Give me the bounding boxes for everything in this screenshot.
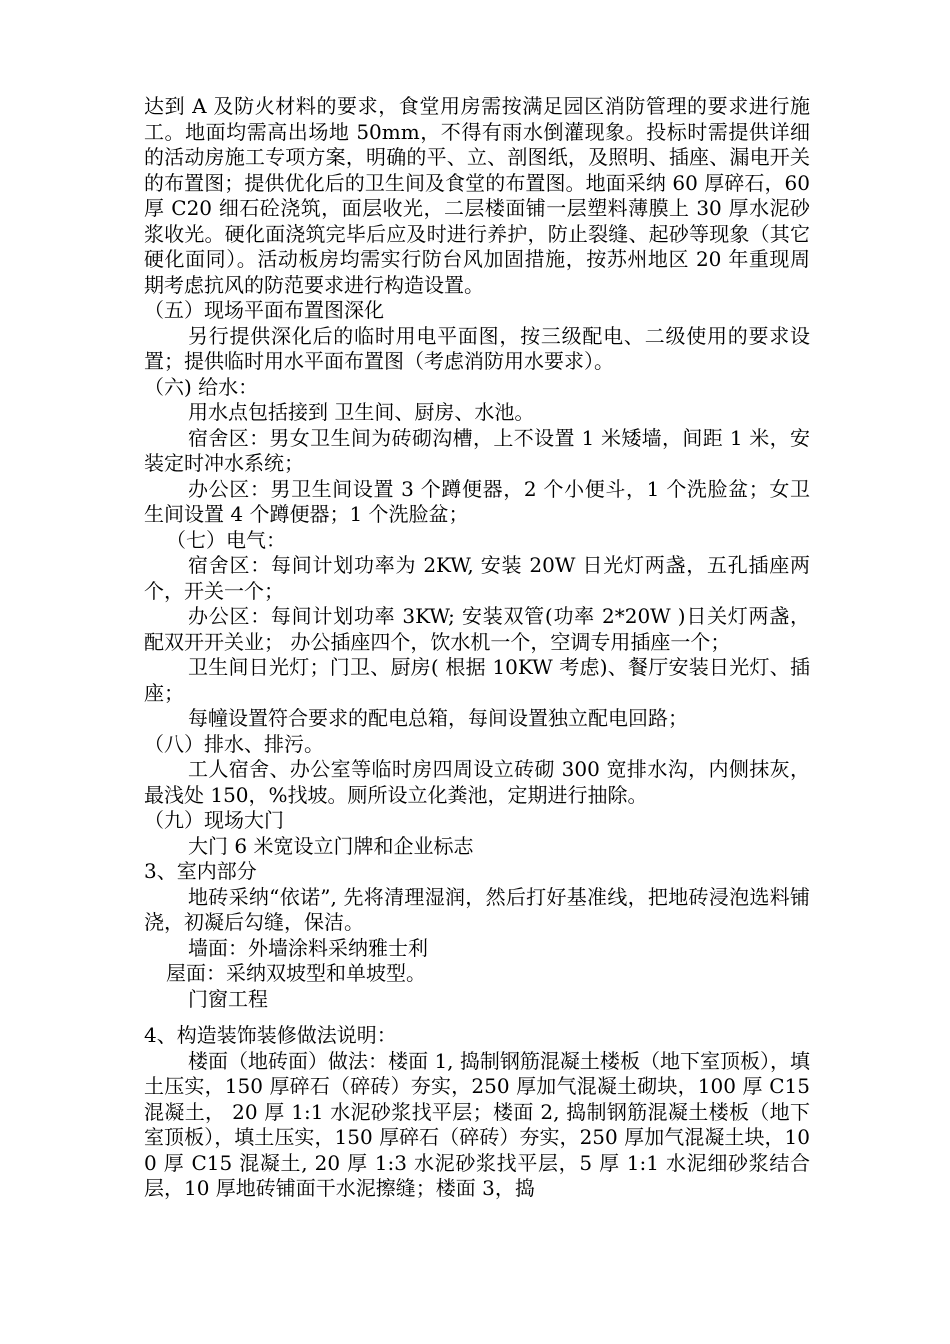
paragraph-wall-coating: 墙面：外墙涂料采纳雅士利 (188, 935, 428, 960)
paragraph-roof: 屋面：采纳双坡型和单坡型。 (166, 961, 426, 985)
paragraph-doors-windows: 门窗工程 (188, 986, 268, 1011)
heading-water-supply: （六) 给水： (144, 374, 259, 399)
paragraph-distribution-box: 每幢设置符合要求的配电总箱，每间设置独立配电回路； (188, 706, 688, 730)
heading-interior: 3、室内部分 (144, 859, 257, 883)
heading-drainage: （八）排水、排污。 (144, 731, 324, 756)
paragraph-drainage: 工人宿舍、办公室等临时房四周设立砖砌 300 宽排水沟，内侧抹灰，最浅处 150，%找坡。厕所设立化粪池，定期进行抽除。 (144, 757, 810, 807)
paragraph-dormitory-electrical: 宿舍区：每间计划功率为 2KW, 安装 20W 日光灯两盏，五孔插座两个，开关一个； (144, 553, 810, 603)
paragraph-office-water: 办公区：男卫生间设置 3 个蹲便器，2 个小便斗，1 个洗脸盆；女卫生间设置 4 个蹲便器；1 个洗脸盆； (144, 476, 810, 526)
paragraph-water-points: 用水点包括接到 卫生间、厨房、水池。 (188, 400, 535, 424)
heading-site-layout: （五）现场平面布置图深化 (144, 298, 384, 322)
paragraph-fire-materials: 达到 A 及防火材料的要求，食堂用房需按满足园区消防管理的要求进行施工。地面均需高出场地 50mm，不得有雨水倒灌现象。投标时需提供详细的活动房施工专项方案，明确的平、立、剖图纸，及照明、插座、漏电开关的布置图；提供优化后的卫生间及食堂的布置图。地面采纳 60 厚碎石，60 厚 C20 细石砼浇筑，面层收光，二层楼面铺一层塑料薄膜上 30 厚水泥砂浆收光。硬化面浇筑完毕后应及时进行养护，防止裂缝、起砂等现象（其它硬化面同）。活动板房均需实行防台风加固措施，按苏州地区 20 年重现周期考虑抗风的防范要求进行构造设置。 (144, 94, 810, 297)
heading-construction-notes: 4、构造装饰装修做法说明： (144, 1023, 397, 1047)
paragraph-site-gate: 大门 6 米宽设立门牌和企业标志 (188, 833, 474, 858)
paragraph-lighting: 卫生间日光灯；门卫、厨房( 根据 10KW 考虑)、餐厅安装日光灯、插座； (144, 655, 810, 705)
heading-electrical: （七）电气： (166, 527, 286, 552)
paragraph-floor-tiles: 地砖采纳“依诺”, 先将清理湿润，然后打好基准线，把地砖浸泡选料铺浇，初凝后勾缝，保洁。 (144, 884, 810, 934)
document-body (144, 94, 810, 1202)
paragraph-dormitory-water: 宿舍区：男女卫生间为砖砌沟槽，上不设置 1 米矮墙，间距 1 米，安装定时冲水系统； (144, 425, 810, 475)
paragraph-floor-method: 楼面（地砖面）做法：楼面 1, 捣制钢筋混凝土楼板（地下室顶板），填土压实，150 厚碎石（碎砖）夯实，250 厚加气混凝土砌块，100 厚 C15 混凝土， 20 厚 1:1 水泥砂浆找平层；楼面 2, 捣制钢筋混凝土楼板（地下室顶板），填土压实，150 厚碎石（碎砖）夯实，250 厚加气混凝土块，100 厚 C15 混凝土, 20 厚 1:3 水泥砂浆找平层，5 厚 1:1 水泥细砂浆结合层，10 厚地砖铺面干水泥擦缝；楼面 3，捣 (144, 1048, 810, 1200)
heading-site-gate: （九）现场大门 (144, 808, 284, 832)
paragraph-office-electrical: 办公区：每间计划功率 3KW; 安装双管(功率 2*20W )日关灯两盏，配双开开关业； 办公插座四个，饮水机一个，空调专用插座一个； (144, 604, 810, 654)
paragraph-site-layout: 另行提供深化后的临时用电平面图，按三级配电、二级使用的要求设置；提供临时用水平面布置图（考虑消防用水要求）。 (144, 323, 810, 373)
